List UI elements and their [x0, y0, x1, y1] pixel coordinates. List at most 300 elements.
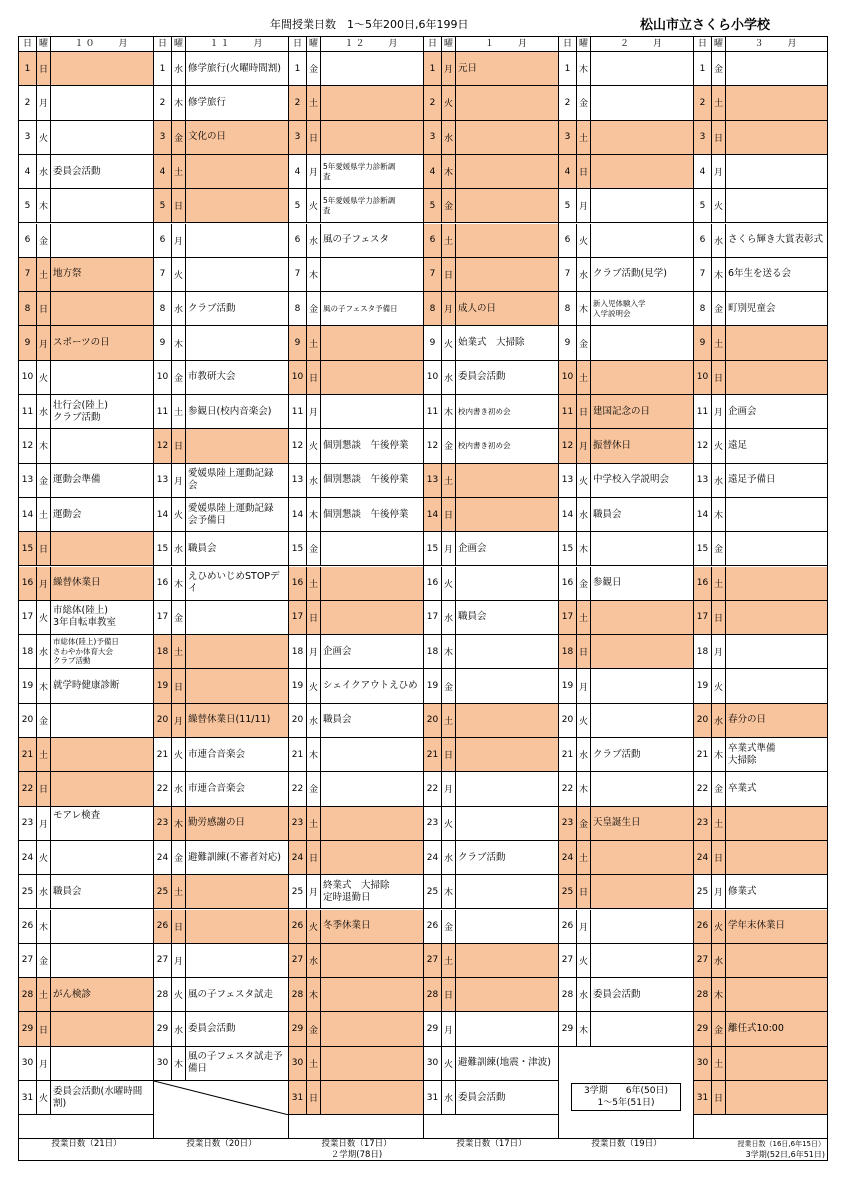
event-cell	[591, 704, 693, 737]
day-number: 3	[559, 121, 577, 154]
weekday-cell: 金	[172, 361, 186, 394]
weekday-cell: 土	[307, 567, 321, 600]
event-cell	[726, 121, 827, 154]
day-number: 18	[694, 635, 712, 668]
day-row	[694, 1081, 827, 1115]
weekday-cell: 月	[442, 52, 456, 85]
day-number: 6	[424, 224, 442, 257]
footer-feb: 授業日数（19日）	[591, 1139, 662, 1149]
event-cell	[51, 429, 153, 462]
day-number: 11	[19, 395, 37, 428]
event-cell	[591, 121, 693, 154]
weekday-cell: 木	[712, 738, 726, 771]
weekday-cell: 木	[442, 635, 456, 668]
weekday-cell: 土	[442, 704, 456, 737]
event-cell: シェイクアウトえひめ	[323, 680, 418, 692]
weekday-cell: 日	[37, 52, 51, 85]
event-cell	[591, 532, 693, 565]
day-row	[154, 224, 288, 258]
day-number: 7	[19, 258, 37, 291]
weekday-cell: 火	[712, 429, 726, 462]
day-number: 23	[694, 807, 712, 840]
event-cell: 市連合音楽会	[188, 748, 246, 760]
day-number: 3	[694, 121, 712, 154]
day-row	[559, 944, 693, 978]
day-number: 12	[694, 429, 712, 462]
event-cell: 元日	[456, 52, 558, 85]
weekday-cell: 月	[442, 1012, 456, 1045]
weekday-cell: 木	[442, 155, 456, 188]
day-number: 24	[19, 841, 37, 874]
weekday-cell: 土	[307, 807, 321, 840]
weekday-cell: 月	[442, 292, 456, 325]
event-cell	[456, 498, 558, 531]
day-row	[694, 841, 827, 875]
event-cell	[456, 189, 558, 222]
day-number: 21	[559, 738, 577, 771]
day-row	[559, 910, 693, 944]
weekday-header: 曜	[37, 37, 51, 51]
day-row	[559, 86, 693, 120]
event-cell	[456, 910, 558, 943]
event-cell	[726, 1081, 827, 1114]
day-row	[289, 1012, 423, 1046]
day-number: 12	[19, 429, 37, 462]
weekday-cell: 日	[577, 395, 591, 428]
day-number: 13	[289, 464, 307, 497]
event-cell: 風の子フェスタ試走予 備日	[188, 1051, 283, 1075]
day-row	[694, 464, 827, 498]
event-cell: 委員会活動	[53, 165, 101, 177]
day-row	[19, 395, 153, 429]
month-name: １ 月	[484, 39, 529, 49]
day-number: 7	[559, 258, 577, 291]
event-cell: 勤労感謝の日	[186, 807, 288, 840]
event-cell: 風の子フェスタ	[323, 234, 390, 246]
day-number: 13	[19, 464, 37, 497]
day-row	[559, 635, 693, 669]
day-number: 31	[19, 1081, 37, 1114]
event-cell	[456, 1012, 558, 1045]
day-number: 6	[694, 224, 712, 257]
day-number: 10	[154, 361, 172, 394]
day-row	[694, 52, 827, 86]
weekday-cell: 水	[577, 978, 591, 1011]
event-cell: 学年末休業日	[726, 910, 827, 943]
event-cell: 職員会	[458, 611, 487, 623]
weekday-cell: 金	[577, 326, 591, 359]
event-cell: クラブ活動	[458, 851, 506, 863]
day-number: 20	[694, 704, 712, 737]
weekday-cell: 火	[712, 669, 726, 702]
day-number: 26	[559, 910, 577, 943]
weekday-cell: 日	[577, 155, 591, 188]
event-cell	[321, 601, 423, 634]
day-number: 29	[289, 1012, 307, 1045]
day-row	[154, 498, 288, 532]
event-cell	[51, 1012, 153, 1045]
day-number: 5	[559, 189, 577, 222]
event-cell: 愛媛県陸上運動記録 会予備日	[188, 502, 274, 526]
event-cell	[321, 807, 423, 840]
day-number: 26	[19, 910, 37, 943]
day-number: 27	[154, 944, 172, 977]
weekday-cell: 土	[37, 498, 51, 531]
weekday-cell: 水	[172, 292, 186, 325]
day-number: 9	[289, 326, 307, 359]
day-number: 3	[424, 121, 442, 154]
weekday-cell: 火	[307, 429, 321, 462]
weekday-cell: 土	[577, 361, 591, 394]
event-cell	[186, 429, 288, 462]
weekday-cell: 日	[442, 498, 456, 531]
day-number: 29	[424, 1012, 442, 1045]
day-row	[154, 1012, 288, 1046]
weekday-cell: 水	[307, 944, 321, 977]
weekday-cell: 月	[172, 704, 186, 737]
month-header	[19, 37, 153, 52]
day-row	[19, 601, 153, 635]
event-cell	[321, 121, 423, 154]
day-row	[289, 807, 423, 841]
event-cell	[321, 532, 423, 565]
event-cell	[456, 669, 558, 702]
event-cell	[51, 532, 153, 565]
day-row	[424, 944, 558, 978]
event-cell: 職員会	[323, 714, 352, 726]
day-number: 16	[424, 567, 442, 600]
event-cell: 個別懇談 午後停業	[323, 474, 409, 486]
event-cell: 天皇誕生日	[591, 807, 693, 840]
day-row	[19, 567, 153, 601]
event-cell: 風の子フェスタ試走	[188, 988, 274, 1000]
day-number: 10	[424, 361, 442, 394]
weekday-cell: 月	[712, 155, 726, 188]
day-row	[154, 52, 288, 86]
day-row	[424, 532, 558, 566]
day-row	[694, 704, 827, 738]
weekday-cell: 金	[712, 1012, 726, 1045]
weekday-cell: 水	[307, 224, 321, 257]
day-row	[154, 601, 288, 635]
day-row	[19, 1047, 153, 1081]
day-number: 28	[154, 978, 172, 1011]
day-number: 4	[154, 155, 172, 188]
day-row	[424, 635, 558, 669]
day-number: 23	[424, 807, 442, 840]
weekday-cell: 月	[37, 326, 51, 359]
day-number: 11	[289, 395, 307, 428]
day-number: 17	[19, 601, 37, 634]
day-row	[19, 1012, 153, 1046]
day-number: 22	[154, 772, 172, 805]
day-header: 日	[289, 37, 307, 51]
event-cell	[456, 86, 558, 119]
weekday-cell: 火	[577, 224, 591, 257]
event-cell	[51, 841, 153, 874]
day-number: 10	[289, 361, 307, 394]
event-cell	[321, 52, 423, 85]
day-number: 10	[694, 361, 712, 394]
weekday-cell: 金	[577, 86, 591, 119]
day-number: 30	[694, 1047, 712, 1080]
day-row	[19, 772, 153, 806]
event-cell: 運動会準備	[53, 474, 101, 486]
weekday-cell: 金	[712, 292, 726, 325]
day-number: 27	[559, 944, 577, 977]
weekday-cell: 土	[577, 601, 591, 634]
event-cell	[591, 155, 693, 188]
day-number: 14	[19, 498, 37, 531]
day-row	[424, 292, 558, 326]
event-cell	[456, 807, 558, 840]
weekday-cell: 木	[577, 532, 591, 565]
event-cell: 委員会活動	[458, 1091, 506, 1103]
day-number: 30	[154, 1047, 172, 1080]
event-cell: 企画会	[728, 405, 757, 417]
day-number: 29	[154, 1012, 172, 1045]
term3-note: 3学期 6年(50日) 1～5年(51日)	[571, 1083, 681, 1111]
event-cell: 始業式 大掃除	[458, 337, 525, 349]
day-row	[154, 258, 288, 292]
event-cell	[321, 1012, 423, 1045]
day-number: 16	[559, 567, 577, 600]
day-row	[694, 875, 827, 909]
weekday-cell: 水	[172, 772, 186, 805]
weekday-cell: 日	[307, 1081, 321, 1114]
day-row	[19, 738, 153, 772]
day-number: 31	[694, 1081, 712, 1114]
day-number: 2	[694, 86, 712, 119]
month-column	[559, 37, 694, 1138]
event-cell	[321, 841, 423, 874]
day-number: 9	[694, 326, 712, 359]
day-row	[694, 86, 827, 120]
event-cell	[321, 395, 423, 428]
weekday-cell: 木	[172, 1047, 186, 1080]
day-row	[19, 841, 153, 875]
day-number: 28	[289, 978, 307, 1011]
day-number: 17	[289, 601, 307, 634]
event-cell	[726, 498, 827, 531]
day-number: 29	[19, 1012, 37, 1045]
event-cell: 企画会	[458, 542, 487, 554]
day-row	[289, 669, 423, 703]
day-number: 6	[559, 224, 577, 257]
day-row	[559, 532, 693, 566]
weekday-cell: 木	[577, 52, 591, 85]
day-number: 14	[694, 498, 712, 531]
day-row	[694, 635, 827, 669]
day-row	[19, 635, 153, 669]
weekday-cell: 木	[307, 498, 321, 531]
event-cell: 地方祭	[51, 258, 153, 291]
day-row	[424, 1081, 558, 1115]
day-row	[154, 292, 288, 326]
day-row	[694, 395, 827, 429]
day-number: 22	[694, 772, 712, 805]
event-cell: 参観日(校内音楽会)	[188, 405, 272, 417]
event-cell	[456, 224, 558, 257]
day-number: 2	[154, 86, 172, 119]
day-row	[289, 155, 423, 189]
event-cell	[591, 910, 693, 943]
day-row	[19, 189, 153, 223]
day-number: 5	[19, 189, 37, 222]
weekday-cell: 月	[712, 875, 726, 908]
day-number: 5	[694, 189, 712, 222]
event-cell	[591, 1012, 693, 1045]
day-number: 29	[559, 1012, 577, 1045]
empty-day-cell	[154, 1081, 288, 1115]
event-cell: 委員会活動(水曜時間 割)	[53, 1085, 143, 1109]
weekday-cell: 水	[442, 841, 456, 874]
day-number: 8	[424, 292, 442, 325]
weekday-cell: 日	[307, 121, 321, 154]
event-cell: 市教研大会	[188, 371, 236, 383]
event-cell	[186, 910, 288, 943]
event-cell: 修業式	[728, 885, 757, 897]
day-number: 8	[694, 292, 712, 325]
day-row	[19, 669, 153, 703]
day-number: 11	[559, 395, 577, 428]
weekday-cell: 日	[37, 772, 51, 805]
weekday-cell: 土	[712, 567, 726, 600]
day-number: 26	[694, 910, 712, 943]
weekday-cell: 土	[442, 224, 456, 257]
weekday-cell: 月	[172, 224, 186, 257]
day-number: 8	[154, 292, 172, 325]
day-row	[19, 292, 153, 326]
day-row	[559, 1012, 693, 1046]
event-cell: 市連合音楽会	[188, 782, 246, 794]
event-cell: 壮行会(陸上) クラブ活動	[53, 399, 108, 423]
day-number: 18	[19, 635, 37, 668]
day-row	[19, 1081, 153, 1115]
event-cell: 卒業式準備 大掃除	[728, 742, 776, 766]
day-header: 日	[424, 37, 442, 51]
day-row	[694, 155, 827, 189]
day-number: 23	[154, 807, 172, 840]
day-row	[559, 121, 693, 155]
weekday-header: 曜	[172, 37, 186, 51]
event-cell	[51, 1047, 153, 1080]
day-row	[289, 258, 423, 292]
weekday-cell: 木	[577, 292, 591, 325]
day-row	[424, 1047, 558, 1081]
weekday-cell: 木	[307, 258, 321, 291]
day-number: 3	[154, 121, 172, 154]
day-number: 21	[424, 738, 442, 771]
day-number: 27	[694, 944, 712, 977]
weekday-cell: 金	[307, 52, 321, 85]
day-number: 23	[289, 807, 307, 840]
school-name: 松山市立さくら小学校	[640, 18, 771, 33]
day-row	[559, 429, 693, 463]
event-cell: 終業式 大掃除 定時退勤日	[323, 879, 390, 903]
day-number: 9	[559, 326, 577, 359]
day-row	[559, 395, 693, 429]
weekday-cell: 月	[712, 635, 726, 668]
day-row	[694, 189, 827, 223]
event-cell: スポーツの日	[51, 326, 153, 359]
weekday-cell: 木	[37, 669, 51, 702]
weekday-cell: 水	[577, 738, 591, 771]
event-cell	[591, 86, 693, 119]
day-number: 1	[289, 52, 307, 85]
event-cell	[456, 704, 558, 737]
day-row	[694, 944, 827, 978]
weekday-cell: 金	[37, 704, 51, 737]
day-number: 21	[19, 738, 37, 771]
day-number: 18	[154, 635, 172, 668]
weekday-cell: 水	[37, 875, 51, 908]
event-cell: 繰替休業日	[51, 567, 153, 600]
day-row	[19, 121, 153, 155]
event-cell: 5年愛媛県学力診断調 査	[323, 162, 396, 181]
weekday-cell: 月	[577, 910, 591, 943]
weekday-cell: 金	[37, 944, 51, 977]
month-header	[424, 37, 558, 52]
day-number: 1	[154, 52, 172, 85]
weekday-cell: 火	[577, 944, 591, 977]
event-cell: 校内書き初め会	[458, 441, 511, 451]
event-cell	[726, 944, 827, 977]
weekday-cell: 土	[442, 944, 456, 977]
day-row	[19, 875, 153, 909]
weekday-cell: 土	[307, 86, 321, 119]
day-number: 7	[154, 258, 172, 291]
month-name: １１ 月	[209, 39, 265, 49]
event-cell	[186, 224, 288, 257]
event-cell	[591, 841, 693, 874]
event-cell	[321, 567, 423, 600]
weekday-cell: 木	[172, 326, 186, 359]
day-row	[424, 772, 558, 806]
day-number: 23	[19, 807, 37, 840]
event-cell: 6年生を送る会	[728, 268, 792, 280]
event-cell: 企画会	[323, 645, 352, 657]
event-cell: 建国記念の日	[591, 395, 693, 428]
day-header: 日	[694, 37, 712, 51]
day-number: 13	[154, 464, 172, 497]
event-cell	[51, 772, 153, 805]
day-number: 26	[154, 910, 172, 943]
day-number: 11	[694, 395, 712, 428]
weekday-cell: 火	[172, 978, 186, 1011]
day-row	[424, 738, 558, 772]
day-row	[559, 567, 693, 601]
day-number: 26	[424, 910, 442, 943]
day-row	[424, 189, 558, 223]
event-cell	[186, 944, 288, 977]
weekday-cell: 水	[442, 121, 456, 154]
month-name: １２ 月	[344, 39, 400, 49]
day-row	[559, 498, 693, 532]
day-number: 5	[424, 189, 442, 222]
day-row	[154, 669, 288, 703]
day-row	[154, 910, 288, 944]
event-cell: クラブ活動(見学)	[593, 268, 667, 280]
day-number: 19	[19, 669, 37, 702]
footer-dec: 授業日数（17日） ２学期(78日)	[321, 1139, 392, 1160]
day-row	[424, 224, 558, 258]
day-row	[19, 464, 153, 498]
weekday-cell: 金	[442, 189, 456, 222]
event-cell	[321, 1081, 423, 1114]
day-row	[289, 464, 423, 498]
weekday-cell: 月	[37, 86, 51, 119]
